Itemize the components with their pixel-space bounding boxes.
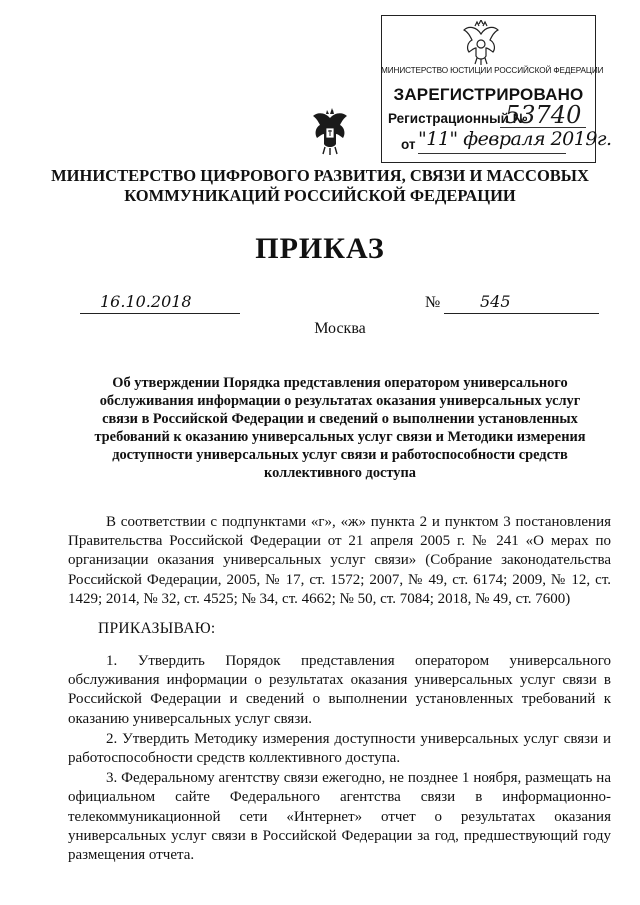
city: Москва: [314, 320, 366, 337]
stamp-date-underline: [418, 153, 566, 154]
stamp-registration-number: 53740: [505, 101, 582, 129]
order-date: 16.10.2018: [100, 292, 192, 311]
order-item: 3. Федеральному агентству связи ежегодно, не позднее 1 ноября, размещать на официальном сайте Федерального агентства связи в информационно-телекоммуникационной сети «Интернет» отчет о результатах оказания универсальных услуг связи в Российской Федерации за год, предшествующий году размещения отчета.: [68, 770, 611, 864]
ministry-name: [40, 166, 600, 206]
order-items: [68, 652, 611, 865]
order-number: 545: [480, 292, 511, 311]
stamp-ministry-name: МИНИСТЕРСТВО ЮСТИЦИИ РОССИЙСКОЙ ФЕДЕРАЦИИ: [381, 66, 604, 75]
order-item: 1. Утвердить Порядок представления оператором универсального обслуживания информации о результатах оказания универсальных услуг связи в Российской Федерации и сведений о выполнении установленных требований к оказанию универсальных услуг связи.: [68, 653, 611, 727]
order-number-label: №: [425, 294, 441, 311]
number-underline: [444, 313, 599, 314]
stamp-date-value: "11" февраля 2019г.: [418, 128, 612, 150]
subject-line: связи в Российской Федерации и сведений о выполнении установленных: [102, 411, 578, 427]
order-item: 2. Утвердить Методику измерения доступности универсальных услуг связи и работоспособности средств коллективного доступа.: [68, 730, 611, 767]
ministry-name-line: МИНИСТЕРСТВО ЦИФРОВОГО РАЗВИТИЯ, СВЯЗИ И МАССОВЫХ: [51, 166, 589, 185]
subject-line: доступности универсальных услуг связи и работоспособности средств: [112, 447, 568, 463]
stamp-registration-number-label: Регистрационный №: [388, 111, 528, 126]
document-type-title: ПРИКАЗ: [255, 232, 385, 265]
double-headed-eagle-icon: [460, 20, 502, 66]
subject-line: Об утверждении Порядка представления оператором универсального: [112, 375, 568, 391]
subject-line: коллективного доступа: [264, 465, 416, 481]
order-directive-word: ПРИКАЗЫВАЮ:: [98, 620, 216, 637]
date-underline: [80, 313, 240, 314]
subject-line: требований к оказанию универсальных услуг связи и Методики измерения: [94, 429, 586, 445]
stamp-registered-label: ЗАРЕГИСТРИРОВАНО: [393, 85, 584, 104]
coat-of-arms-icon: [311, 104, 349, 156]
preamble-paragraph: В соответствии с подпунктами «г», «ж» пункта 2 и пунктом 3 постановления Правительства Российской Федерации от 21 апреля 2005 г. № 241 «О мерах по организации оказания универсальных услуг связи» (Собрание законодательства Российской Федерации, 2005, № 17, ст. 1572; 2007, № 49, ст. 6174; 2009, № 12, ст. 1429; 2014, № 32, ст. 4525; № 34, ст. 4662; № 50, ст. 7084; 2018, № 49, ст. 7600): [68, 514, 611, 607]
order-subject: [60, 374, 620, 482]
ministry-name-line: КОММУНИКАЦИЙ РОССИЙСКОЙ ФЕДЕРАЦИИ: [124, 186, 516, 205]
subject-line: обслуживания информации о результатах оказания универсальных услуг: [99, 393, 581, 409]
stamp-date-label: от: [401, 137, 416, 152]
